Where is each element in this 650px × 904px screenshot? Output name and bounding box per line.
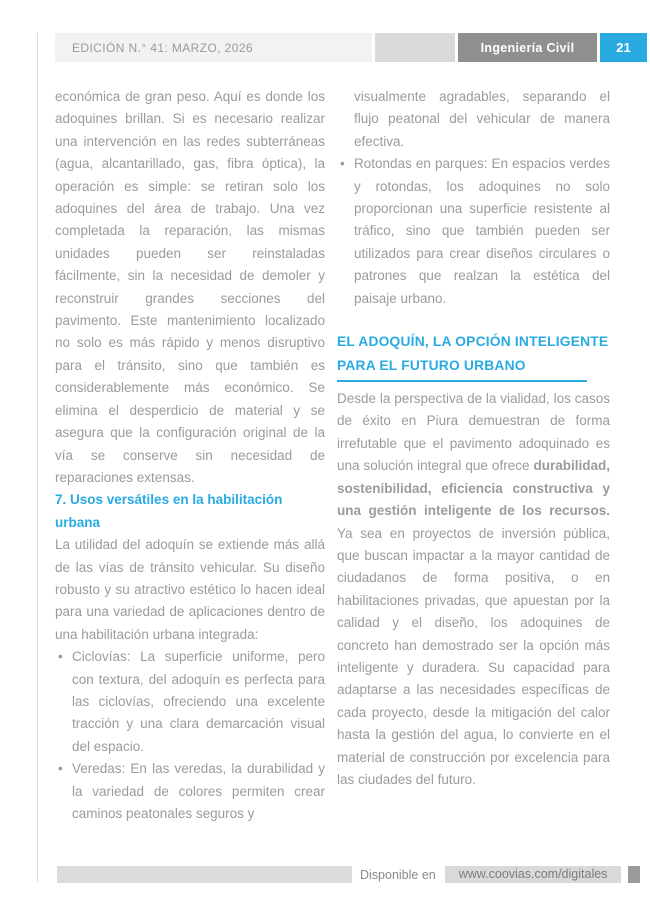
edition-bar	[55, 33, 372, 62]
list-item-text: Veredas: En las veredas, la durabilidad y la variedad de colores permiten crear caminos peatonales seguros y	[72, 761, 325, 821]
section-heading-usos-versatiles: 7. Usos versátiles en la habilitación urbana	[55, 492, 283, 530]
paragraph-intro-usos: La utilidad del adoquín se extiende más allá de las vías de tránsito vehicular. Su diseño robusto y su atractivo estético lo hacen ideal para una variedad de aplicaciones dentro de una habilitación urbana integrada:	[55, 537, 325, 642]
edition-label: EDICIÓN N.° 41: MARZO, 2026	[72, 40, 253, 55]
paragraph-closing	[337, 388, 610, 791]
paragraph-closing-text-1: Desde la perspectiva de la vialidad, los casos de éxito en Piura demuestran de forma irrefutable que el pavimento adoquinado es una solución integral que ofrece	[337, 391, 610, 474]
page-number: 21	[616, 40, 631, 55]
right-column	[337, 86, 610, 825]
page-number-badge	[600, 33, 647, 62]
left-margin-rule	[37, 33, 38, 882]
paragraph-closing-text-2: Ya sea en proyectos de inversión pública, que buscan impactar a la mayor cantidad de ciudadanos de forma positiva, o en habilitaciones privadas, que apuestan por la calidad y el diseño, los adoquines de concreto han demostrado ser la opción más inteligente y duradera. Su capacidad para adaptarse a las necesidades específicas de cada proyecto, desde la mitigación del calor hasta la gestión del agua, lo convierte en el material de construcción por excelencia para las ciudades del futuro.	[337, 525, 610, 787]
bullet-icon: •	[58, 761, 63, 777]
footer-bar	[57, 866, 352, 883]
list-item-veredas-continuation: visualmente agradables, separando el flujo peatonal del vehicular de manera efectiva.	[354, 89, 610, 149]
bullet-icon: •	[340, 156, 345, 172]
closing-heading	[337, 330, 610, 378]
list-item-text: Ciclovías: La superficie uniforme, pero con textura, del adoquín es perfecta para las ciclovías, ofreciendo una excelente tracción y una clara demarcación visual del espacio.	[72, 649, 325, 754]
page-header	[55, 33, 650, 62]
list-item-ciclovias	[55, 646, 325, 758]
section-label: Ingeniería Civil	[480, 40, 575, 55]
left-column	[55, 86, 325, 825]
header-spacer-block	[375, 33, 455, 62]
footer-url[interactable]: www.coovias.com/digitales	[445, 866, 622, 883]
closing-heading-line1: EL ADOQUÍN, LA OPCIÓN INTELIGENTE	[337, 334, 609, 350]
page-footer	[57, 866, 650, 883]
bullet-icon: •	[58, 649, 63, 665]
list-item-text: Rotondas en parques: En espacios verdes y rotondas, los adoquines no solo proporcionan una superficie resistente al tráfico, sino que también pueden ser utilizados para crear diseños circulares o patrones que realzan la estética del paisaje urbano.	[354, 156, 610, 306]
bullet-list-right	[337, 153, 610, 310]
article-body	[55, 86, 610, 825]
closing-heading-line2: PARA EL FUTURO URBANO	[337, 358, 526, 374]
list-item-rotondas	[337, 153, 610, 310]
list-item-veredas	[55, 758, 325, 825]
paragraph-maintenance: económica de gran peso. Aquí es donde los adoquines brillan. Si es necesario realizar una intervención en las redes subterráneas (agua, alcantarillado, gas, fibra óptica), la operación es simple: se retiran solo los adoquines del área de trabajo. Una vez completada la reparación, las mismas unidades pueden ser reinstaladas fácilmente, sin la necesidad de demoler y reconstruir grandes secciones del pavimento. Este mantenimiento localizado no solo es más rápido y menos disruptivo para el tránsito, sino que también es considerablemente más económico. Se elimina el desperdicio de material y se asegura que la configuración original de la vía se conserve sin necesidad de reparaciones extensas.	[55, 89, 325, 485]
heading-underline	[337, 380, 587, 382]
paragraph-closing-bold: durabilidad, sostenibilidad, eficiencia constructiva y una gestión inteligente de los recursos.	[337, 458, 610, 519]
section-badge	[458, 33, 597, 62]
footer-availability-label: Disponible en	[360, 867, 436, 882]
bullet-list-left	[55, 646, 325, 825]
footer-end-square	[628, 866, 640, 883]
